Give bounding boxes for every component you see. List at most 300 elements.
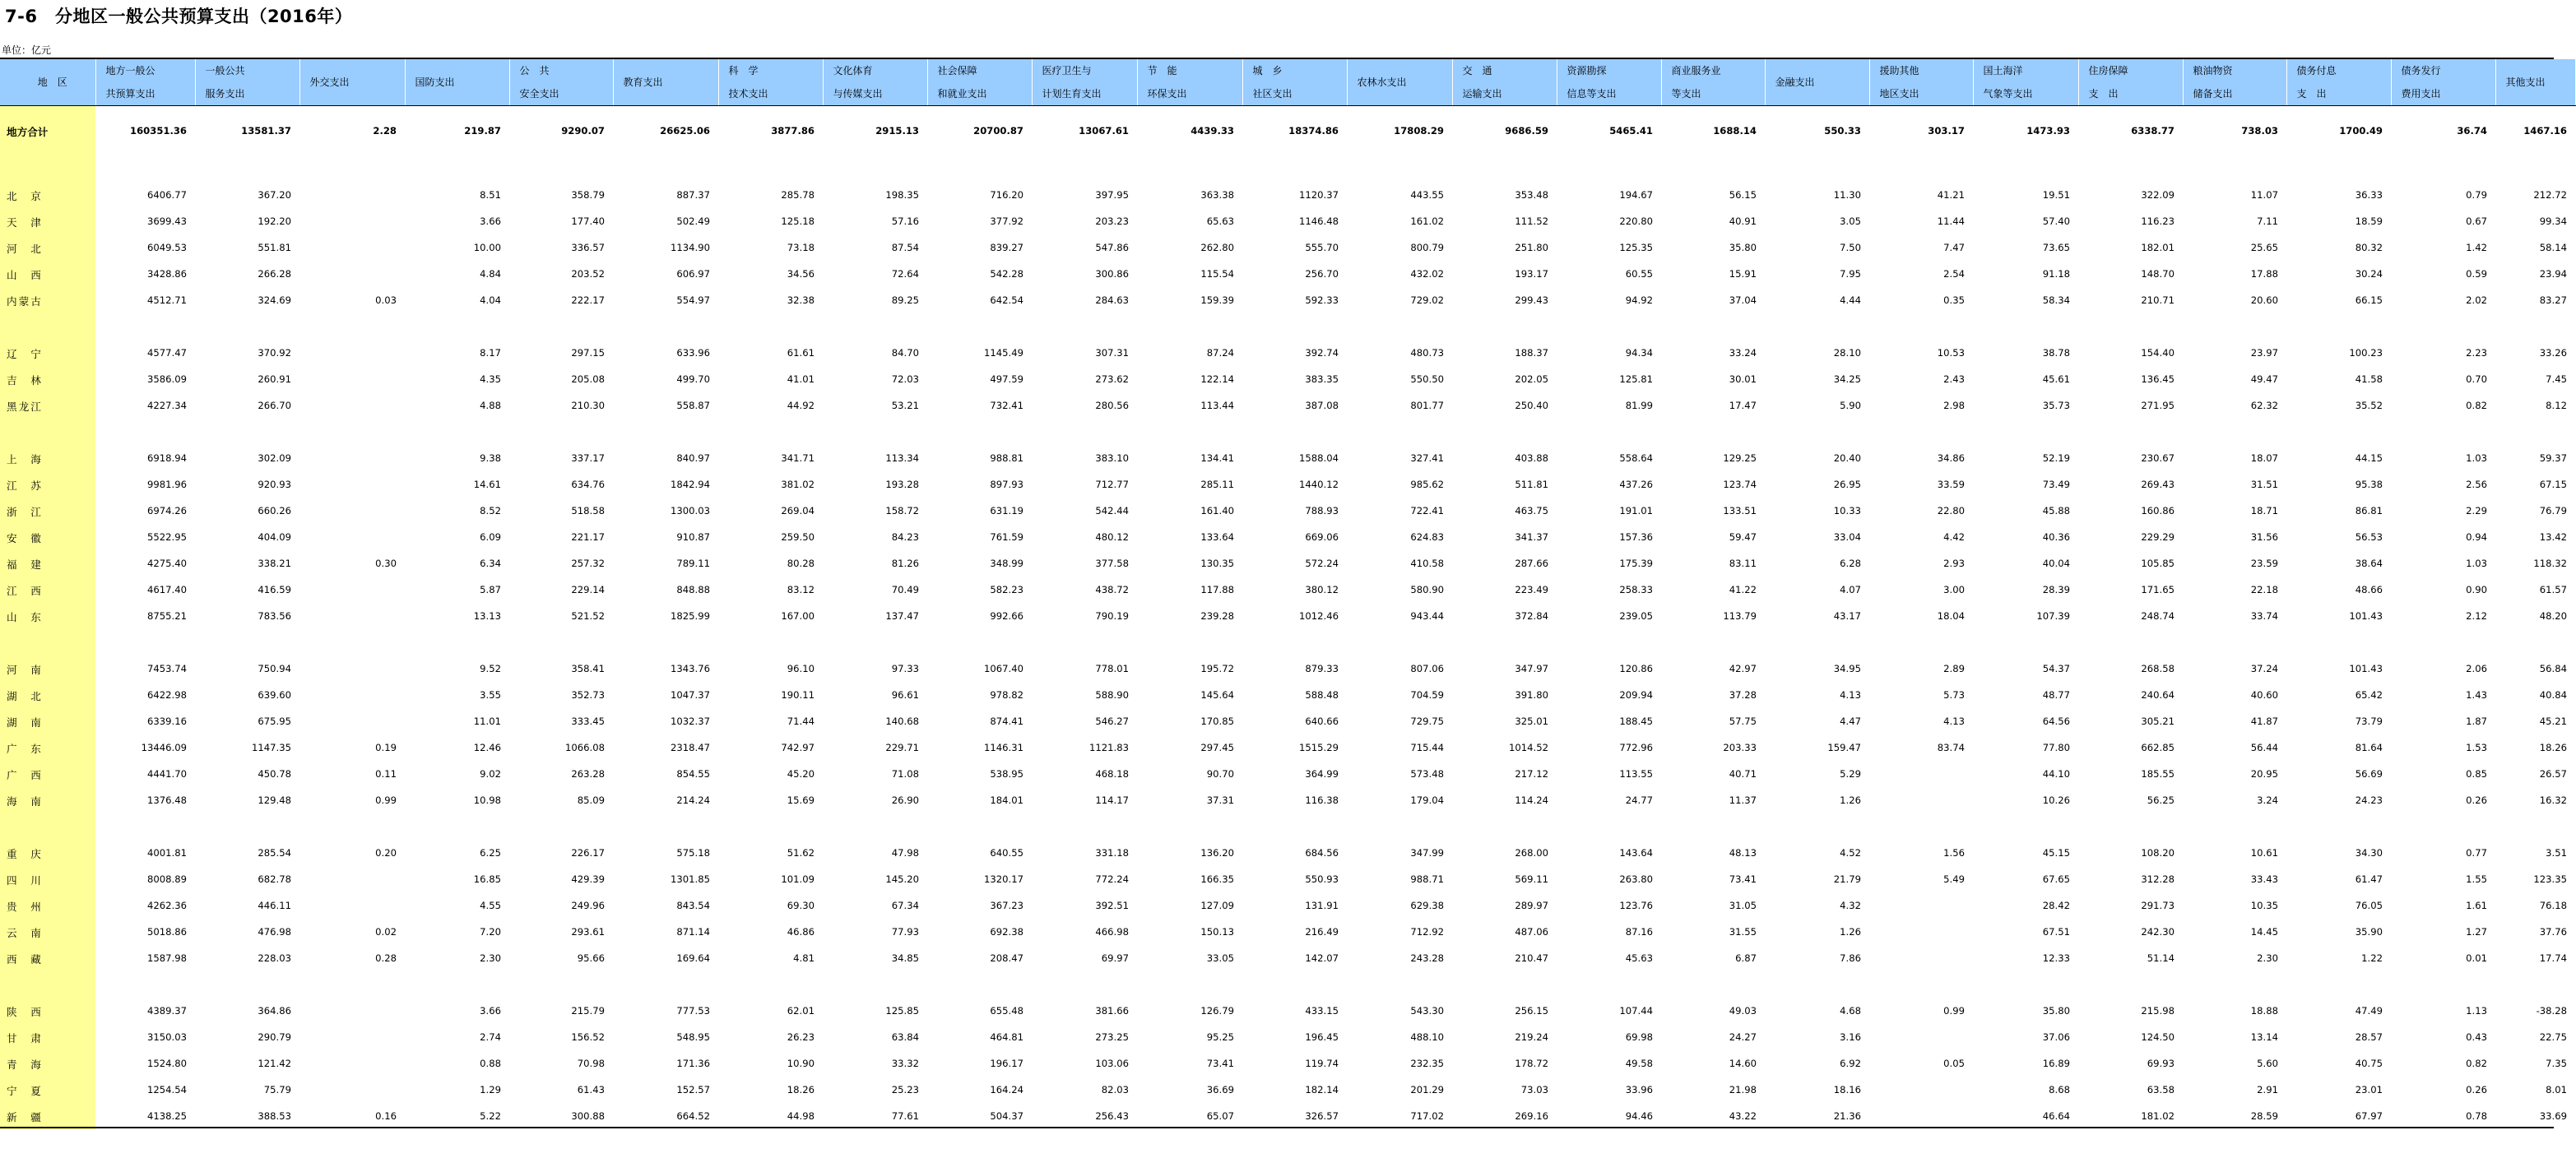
value-cell: 633.96 (613, 340, 718, 366)
value-cell: 232.35 (1347, 1050, 1452, 1077)
value-cell: 18.07 (2183, 445, 2286, 471)
value-cell: 9.02 (405, 761, 509, 787)
value-cell: 145.64 (1137, 682, 1242, 708)
table-row (0, 1103, 2575, 1129)
value-cell: 392.74 (1242, 340, 1347, 366)
value-cell: 0.20 (299, 840, 405, 866)
value-cell: 41.01 (718, 366, 823, 392)
value-cell: 256.70 (1242, 261, 1347, 287)
value-cell: 788.93 (1242, 498, 1347, 524)
header-line-2: 服务支出 (205, 88, 245, 100)
header-line-2: 技术支出 (728, 88, 768, 100)
value-cell: 8008.89 (95, 866, 195, 892)
header-line-1: 其他支出 (2505, 76, 2546, 88)
value-cell: 229.29 (2078, 524, 2183, 550)
value-cell: 4441.70 (95, 761, 195, 787)
value-cell: 807.06 (1347, 655, 1452, 682)
value-cell: 6.34 (405, 550, 509, 577)
spacer-cell (509, 419, 613, 445)
value-cell: 5465.41 (1557, 106, 1661, 156)
value-cell: 0.05 (1869, 1050, 1973, 1077)
spacer-cell (2183, 629, 2286, 655)
value-cell: 327.41 (1347, 445, 1452, 471)
value-cell: 675.95 (195, 708, 299, 734)
value-cell: 13.14 (2183, 1024, 2286, 1050)
value-cell: 65.07 (1137, 1103, 1242, 1129)
value-cell: 1.87 (2391, 708, 2495, 734)
value-cell: 198.35 (823, 182, 927, 208)
value-cell: 82.03 (1032, 1077, 1137, 1103)
value-cell: 624.83 (1347, 524, 1452, 550)
value-cell: 476.98 (195, 919, 299, 945)
value-cell: 266.28 (195, 261, 299, 287)
value-cell: 56.44 (2183, 734, 2286, 761)
value-cell: 0.28 (299, 945, 405, 971)
value-cell: 12.33 (1973, 945, 2078, 971)
value-cell: 45.63 (1557, 945, 1661, 971)
spacer-cell (405, 629, 509, 655)
spacer-cell (405, 155, 509, 182)
value-cell: 94.34 (1557, 340, 1661, 366)
value-cell: 392.51 (1032, 892, 1137, 919)
value-cell: 4512.71 (95, 287, 195, 313)
value-cell: 4138.25 (95, 1103, 195, 1129)
value-cell: 48.20 (2495, 603, 2575, 629)
value-cell (299, 998, 405, 1024)
value-cell (299, 234, 405, 261)
value-cell: 558.87 (613, 392, 718, 419)
value-cell: 801.77 (1347, 392, 1452, 419)
spacer-cell (405, 813, 509, 840)
value-cell: 26.57 (2495, 761, 2575, 787)
value-cell: 58.34 (1973, 287, 2078, 313)
region-cell: 湖 南 (0, 708, 95, 734)
header-line-2: 环保支出 (1147, 88, 1187, 100)
value-cell: 7.47 (1869, 234, 1973, 261)
value-cell: 783.56 (195, 603, 299, 629)
value-cell: 1047.37 (613, 682, 718, 708)
region-cell: 地方合计 (0, 106, 95, 156)
value-cell: 34.56 (718, 261, 823, 287)
spacer-cell (299, 313, 405, 340)
value-cell: 10.98 (405, 787, 509, 813)
spacer-cell (2495, 971, 2575, 998)
value-cell: 377.92 (927, 208, 1032, 234)
value-cell: 23.97 (2183, 340, 2286, 366)
value-cell: 3150.03 (95, 1024, 195, 1050)
value-cell: 0.82 (2391, 1050, 2495, 1077)
value-cell: 120.86 (1557, 655, 1661, 682)
value-cell: 336.57 (509, 234, 613, 261)
value-cell: 550.33 (1765, 106, 1869, 156)
spacer-cell (1452, 419, 1557, 445)
value-cell: 18.59 (2286, 208, 2391, 234)
value-cell: 24.27 (1661, 1024, 1765, 1050)
value-cell: 789.11 (613, 550, 718, 577)
column-header (405, 59, 509, 106)
value-cell: 3.05 (1765, 208, 1869, 234)
table-row (0, 840, 2575, 866)
value-cell: 23.01 (2286, 1077, 2391, 1103)
value-cell: 0.43 (2391, 1024, 2495, 1050)
spacer-cell (1137, 419, 1242, 445)
table-row (0, 261, 2575, 287)
value-cell: 547.86 (1032, 234, 1137, 261)
value-cell (1869, 1077, 1973, 1103)
value-cell: 19.51 (1973, 182, 2078, 208)
value-cell: 2.02 (2391, 287, 2495, 313)
spacer-cell (0, 419, 95, 445)
value-cell: 214.24 (613, 787, 718, 813)
value-cell: 0.26 (2391, 1077, 2495, 1103)
value-cell: 33.24 (1661, 340, 1765, 366)
value-cell: 83.11 (1661, 550, 1765, 577)
value-cell: 521.52 (509, 603, 613, 629)
value-cell: 61.61 (718, 340, 823, 366)
spacer-cell (1869, 629, 1973, 655)
value-cell: 10.33 (1765, 498, 1869, 524)
value-cell (1869, 761, 1973, 787)
value-cell: 1343.76 (613, 655, 718, 682)
value-cell: 1473.93 (1973, 106, 2078, 156)
value-cell: 4.42 (1869, 524, 1973, 550)
value-cell: 271.95 (2078, 392, 2183, 419)
value-cell: 22.80 (1869, 498, 1973, 524)
table-row (0, 945, 2575, 971)
value-cell: 43.22 (1661, 1103, 1765, 1129)
table-row (0, 761, 2575, 787)
value-cell: 550.50 (1347, 366, 1452, 392)
value-cell: 69.93 (2078, 1050, 2183, 1077)
value-cell: 5.49 (1869, 866, 1973, 892)
value-cell: 684.56 (1242, 840, 1347, 866)
value-cell: 145.20 (823, 866, 927, 892)
value-cell: 37.24 (2183, 655, 2286, 682)
value-cell: 273.25 (1032, 1024, 1137, 1050)
value-cell: 119.74 (1242, 1050, 1347, 1077)
value-cell: 190.11 (718, 682, 823, 708)
region-cell: 河 北 (0, 234, 95, 261)
value-cell: 326.57 (1242, 1103, 1347, 1129)
spacer-cell (1137, 971, 1242, 998)
value-cell: 300.88 (509, 1103, 613, 1129)
value-cell: 175.39 (1557, 550, 1661, 577)
value-cell: 20.60 (2183, 287, 2286, 313)
header-line-2: 信息等支出 (1566, 88, 1617, 100)
value-cell: 4.88 (405, 392, 509, 419)
value-cell: 209.94 (1557, 682, 1661, 708)
value-cell: 125.81 (1557, 366, 1661, 392)
value-cell: 1.53 (2391, 734, 2495, 761)
region-cell: 云 南 (0, 919, 95, 945)
spacer-cell (2286, 313, 2391, 340)
spacer-cell (1032, 313, 1137, 340)
spacer-cell (1242, 813, 1347, 840)
value-cell: 26.95 (1765, 471, 1869, 498)
spacer-cell (1765, 629, 1869, 655)
value-cell: 2.56 (2391, 471, 2495, 498)
value-cell: 71.44 (718, 708, 823, 734)
value-cell: 72.03 (823, 366, 927, 392)
spacer-cell (613, 971, 718, 998)
value-cell: 33.96 (1557, 1077, 1661, 1103)
value-cell: 136.20 (1137, 840, 1242, 866)
value-cell: 63.84 (823, 1024, 927, 1050)
value-cell: 9290.07 (509, 106, 613, 156)
value-cell: 36.69 (1137, 1077, 1242, 1103)
value-cell: 463.75 (1452, 498, 1557, 524)
value-cell: 208.47 (927, 945, 1032, 971)
value-cell: 28.39 (1973, 577, 2078, 603)
spacer-cell (299, 155, 405, 182)
value-cell: 910.87 (613, 524, 718, 550)
spacer-cell (95, 419, 195, 445)
value-cell: 164.24 (927, 1077, 1032, 1103)
value-cell: 125.35 (1557, 234, 1661, 261)
region-cell: 安 徽 (0, 524, 95, 550)
value-cell: 23.59 (2183, 550, 2286, 577)
value-cell: 133.51 (1661, 498, 1765, 524)
column-header (1452, 59, 1557, 106)
header-line-2: 等支出 (1671, 88, 1701, 100)
value-cell (1869, 892, 1973, 919)
value-cell: 22.18 (2183, 577, 2286, 603)
value-cell: 210.30 (509, 392, 613, 419)
value-cell: 67.15 (2495, 471, 2575, 498)
value-cell: 572.24 (1242, 550, 1347, 577)
spacer-cell (1242, 313, 1347, 340)
value-cell: 772.96 (1557, 734, 1661, 761)
column-header (2495, 59, 2575, 106)
value-cell: 291.73 (2078, 892, 2183, 919)
table-row (0, 892, 2575, 919)
value-cell: 0.19 (299, 734, 405, 761)
value-cell (1869, 919, 1973, 945)
value-cell: 4.44 (1765, 287, 1869, 313)
value-cell: 11.30 (1765, 182, 1869, 208)
value-cell: 6.92 (1765, 1050, 1869, 1077)
value-cell: 33.69 (2495, 1103, 2575, 1129)
region-cell: 江 苏 (0, 471, 95, 498)
value-cell: 438.72 (1032, 577, 1137, 603)
value-cell: 103.06 (1032, 1050, 1137, 1077)
spacer-cell (1032, 971, 1137, 998)
value-cell: 978.82 (927, 682, 1032, 708)
value-cell: 6339.16 (95, 708, 195, 734)
value-cell: 18.04 (1869, 603, 1973, 629)
value-cell: 33.26 (2495, 340, 2575, 366)
spacer-row (0, 629, 2575, 655)
value-cell: 229.14 (509, 577, 613, 603)
value-cell: 2.43 (1869, 366, 1973, 392)
value-cell: 1.55 (2391, 866, 2495, 892)
header-line-1: 援助其他 (1879, 65, 1919, 76)
value-cell: 6406.77 (95, 182, 195, 208)
spacer-cell (1869, 971, 1973, 998)
value-cell: 433.15 (1242, 998, 1347, 1024)
value-cell: 2.54 (1869, 261, 1973, 287)
value-cell: 210.47 (1452, 945, 1557, 971)
value-cell: 704.59 (1347, 682, 1452, 708)
value-cell: 480.73 (1347, 340, 1452, 366)
header-region (0, 59, 95, 106)
header-line-1: 债务发行 (2401, 65, 2441, 76)
value-cell: 83.27 (2495, 287, 2575, 313)
value-cell: 300.86 (1032, 261, 1137, 287)
column-header (1032, 59, 1137, 106)
value-cell: 45.88 (1973, 498, 2078, 524)
value-cell: 44.10 (1973, 761, 2078, 787)
value-cell (299, 524, 405, 550)
region-cell: 甘 肃 (0, 1024, 95, 1050)
spacer-cell (1765, 813, 1869, 840)
value-cell: 692.38 (927, 919, 1032, 945)
header-line-2: 安全支出 (519, 88, 559, 100)
value-cell: -38.28 (2495, 998, 2575, 1024)
value-cell: 8.01 (2495, 1077, 2575, 1103)
value-cell: 111.52 (1452, 208, 1557, 234)
value-cell: 37.76 (2495, 919, 2575, 945)
value-cell: 243.28 (1347, 945, 1452, 971)
value-cell: 221.17 (509, 524, 613, 550)
value-cell: 391.80 (1452, 682, 1557, 708)
value-cell: 193.17 (1452, 261, 1557, 287)
value-cell: 25.65 (2183, 234, 2286, 261)
value-cell: 404.09 (195, 524, 299, 550)
value-cell: 215.98 (2078, 998, 2183, 1024)
value-cell: 62.32 (2183, 392, 2286, 419)
value-cell: 94.92 (1557, 287, 1661, 313)
value-cell: 21.36 (1765, 1103, 1869, 1129)
value-cell: 69.30 (718, 892, 823, 919)
value-cell: 3.24 (2183, 787, 2286, 813)
value-cell: 297.45 (1137, 734, 1242, 761)
value-cell: 367.23 (927, 892, 1032, 919)
header-line-1: 社会保障 (937, 65, 977, 76)
value-cell: 655.48 (927, 998, 1032, 1024)
value-cell: 170.85 (1137, 708, 1242, 734)
value-cell: 18374.86 (1242, 106, 1347, 156)
value-cell: 116.38 (1242, 787, 1347, 813)
value-cell: 80.32 (2286, 234, 2391, 261)
value-cell: 4.04 (405, 287, 509, 313)
value-cell: 242.30 (2078, 919, 2183, 945)
value-cell: 52.19 (1973, 445, 2078, 471)
value-cell: 364.99 (1242, 761, 1347, 787)
value-cell: 122.14 (1137, 366, 1242, 392)
value-cell: 84.23 (823, 524, 927, 550)
spacer-cell (1242, 971, 1347, 998)
spacer-cell (718, 813, 823, 840)
value-cell: 48.66 (2286, 577, 2391, 603)
spacer-cell (1032, 419, 1137, 445)
value-cell: 239.28 (1137, 603, 1242, 629)
spacer-row (0, 419, 2575, 445)
value-cell: 750.94 (195, 655, 299, 682)
value-cell (299, 1077, 405, 1103)
value-cell: 0.11 (299, 761, 405, 787)
spacer-cell (2495, 813, 2575, 840)
value-cell: 89.25 (823, 287, 927, 313)
value-cell: 116.23 (2078, 208, 2183, 234)
value-cell: 1688.14 (1661, 106, 1765, 156)
value-cell: 31.56 (2183, 524, 2286, 550)
spacer-cell (0, 629, 95, 655)
value-cell (299, 261, 405, 287)
value-cell: 185.55 (2078, 761, 2183, 787)
value-cell: 17.47 (1661, 392, 1765, 419)
value-cell: 722.41 (1347, 498, 1452, 524)
spacer-cell (823, 629, 927, 655)
value-cell: 65.42 (2286, 682, 2391, 708)
value-cell: 289.97 (1452, 892, 1557, 919)
spacer-cell (405, 419, 509, 445)
region-cell: 新 疆 (0, 1103, 95, 1129)
value-cell: 920.93 (195, 471, 299, 498)
value-cell: 269.16 (1452, 1103, 1557, 1129)
value-cell: 6049.53 (95, 234, 195, 261)
value-cell: 30.01 (1661, 366, 1765, 392)
value-cell: 64.56 (1973, 708, 2078, 734)
value-cell: 125.85 (823, 998, 927, 1024)
value-cell: 13.13 (405, 603, 509, 629)
value-cell: 134.41 (1137, 445, 1242, 471)
spacer-cell (718, 419, 823, 445)
value-cell: 8.52 (405, 498, 509, 524)
value-cell: 56.15 (1661, 182, 1765, 208)
table-row (0, 471, 2575, 498)
header-line-2: 气象等支出 (1983, 88, 2033, 100)
value-cell: 487.06 (1452, 919, 1557, 945)
value-cell: 12.46 (405, 734, 509, 761)
value-cell: 558.64 (1557, 445, 1661, 471)
value-cell: 44.98 (718, 1103, 823, 1129)
spacer-cell (1032, 813, 1137, 840)
value-cell: 56.69 (2286, 761, 2391, 787)
value-cell: 887.37 (613, 182, 718, 208)
value-cell: 6918.94 (95, 445, 195, 471)
value-cell: 3877.86 (718, 106, 823, 156)
value-cell: 210.71 (2078, 287, 2183, 313)
value-cell: 4262.36 (95, 892, 195, 919)
spacer-cell (718, 155, 823, 182)
region-cell: 广 西 (0, 761, 95, 787)
spacer-cell (1661, 419, 1765, 445)
value-cell: 341.71 (718, 445, 823, 471)
value-cell: 67.51 (1973, 919, 2078, 945)
value-cell: 488.10 (1347, 1024, 1452, 1050)
spacer-cell (1557, 313, 1661, 340)
spacer-cell (299, 419, 405, 445)
value-cell: 588.48 (1242, 682, 1347, 708)
header-line-2: 支 出 (2088, 88, 2119, 100)
value-cell: 203.52 (509, 261, 613, 287)
value-cell: 0.35 (1869, 287, 1973, 313)
value-cell: 40.60 (2183, 682, 2286, 708)
value-cell: 70.98 (509, 1050, 613, 1077)
value-cell: 73.65 (1973, 234, 2078, 261)
value-cell: 2.30 (2183, 945, 2286, 971)
value-cell: 81.26 (823, 550, 927, 577)
value-cell: 105.85 (2078, 550, 2183, 577)
value-cell: 81.64 (2286, 734, 2391, 761)
value-cell: 429.39 (509, 866, 613, 892)
column-header (1661, 59, 1765, 106)
value-cell: 113.55 (1557, 761, 1661, 787)
value-cell: 4.52 (1765, 840, 1869, 866)
spacer-cell (927, 313, 1032, 340)
value-cell: 91.18 (1973, 261, 2078, 287)
